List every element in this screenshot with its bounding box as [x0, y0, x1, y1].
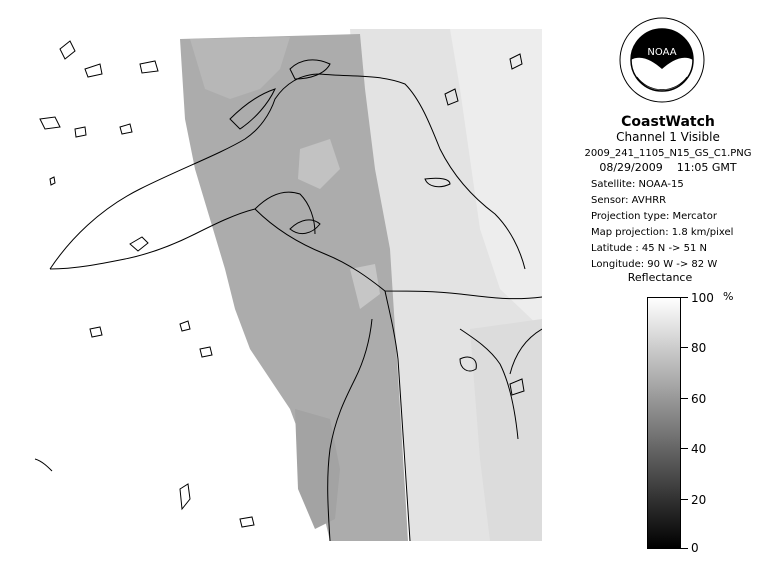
svg-text:NOAA: NOAA [647, 47, 677, 58]
channel-subtitle: Channel 1 Visible [616, 130, 720, 144]
map-projection-info: Map projection: 1.8 km/pixel [591, 227, 734, 238]
projection-type-info: Projection type: Mercator [591, 211, 717, 222]
noaa-logo [619, 17, 705, 103]
satellite-image-map [30, 29, 542, 541]
file-name: 2009_241_1105_N15_GS_C1.PNG [584, 148, 752, 159]
acquisition-datetime: 08/29/2009 11:05 GMT [599, 161, 737, 174]
colorbar-unit: % [723, 290, 734, 303]
colorbar-tick-label: 40 [691, 442, 707, 456]
longitude-info: Longitude: 90 W -> 82 W [591, 259, 718, 270]
reflectance-colorbar [647, 297, 681, 549]
colorbar-tick [681, 347, 688, 348]
satellite-info: Satellite: NOAA-15 [591, 179, 684, 190]
sensor-info: Sensor: AVHRR [591, 195, 667, 206]
app-title: CoastWatch [621, 114, 715, 130]
colorbar-tick [681, 448, 688, 449]
colorbar-tick [681, 548, 688, 549]
colorbar-tick-label: 60 [691, 392, 707, 406]
latitude-info: Latitude : 45 N -> 51 N [591, 243, 707, 254]
colorbar-tick [681, 398, 688, 399]
colorbar-tick [681, 499, 688, 500]
colorbar-label: Reflectance [627, 271, 693, 284]
colorbar-tick [681, 297, 688, 298]
colorbar-tick-label: 100 [691, 291, 714, 305]
colorbar-tick-label: 80 [691, 341, 707, 355]
colorbar-tick-label: 20 [691, 493, 707, 507]
colorbar-tick-label: 0 [691, 541, 699, 555]
